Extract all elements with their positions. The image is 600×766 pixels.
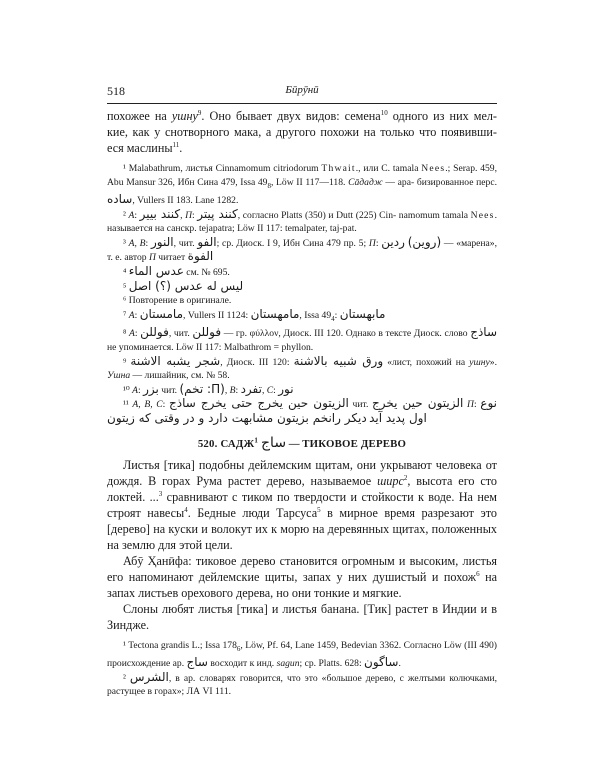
arabic-word: عدس الماء: [128, 264, 184, 279]
text-run: A, B, C: [132, 399, 163, 411]
text-run: на запах листьев орехового дерева, но они тонкие и мягкие.: [107, 569, 498, 600]
text-run: ¹⁰: [123, 384, 133, 396]
arabic-word: فوللن: [140, 325, 169, 340]
entry-name: САДЖ: [220, 437, 255, 450]
text-run: — «марена», т. е. автор: [107, 237, 497, 264]
footnote-ref: 6: [476, 569, 480, 578]
main-paragraph-1: [107, 457, 497, 553]
text-run: ., или C. tamala: [355, 163, 422, 174]
text-run: :: [192, 209, 198, 221]
text-run: восходит к инд.: [208, 658, 277, 669]
text-run: ,: [224, 384, 230, 396]
arabic-word: نوع ديكر رانخم بزيتون مشابهت دارد و در وقتى كه زيتون: [107, 396, 497, 425]
text-run: :: [375, 237, 382, 249]
text-run: — лишайник, см. № 58.: [130, 370, 230, 382]
text-run: ¹¹: [123, 399, 133, 411]
text-run: namomum tamala: [398, 209, 471, 221]
text-run: A, B: [128, 237, 146, 249]
page-number: 518: [107, 84, 125, 98]
text-run: C: [266, 384, 274, 396]
footnote-8: [107, 326, 497, 354]
arabic-word: مامهستان: [250, 306, 300, 321]
entry-name-arabic: ساج: [261, 434, 287, 451]
text-run: , высота его сто локтей. ...: [107, 473, 497, 504]
text-run: :: [273, 384, 279, 396]
text-run: Листья [тика] подобны дейлемским щитам, они укрывают человека от дождя. В горах Рума растет дерево, называемое: [107, 457, 497, 488]
arabic-word: ورق شبيه بالاشنة: [293, 353, 384, 368]
page-body: [107, 108, 497, 699]
text-run: A: [132, 384, 138, 396]
entry-heading: [107, 435, 497, 451]
text-run: , чит.: [173, 237, 198, 249]
text-run: . Бедные люди Тарсуса: [187, 505, 318, 520]
text-run: :: [334, 309, 340, 321]
text-run: Сāдадж: [348, 176, 383, 188]
footnote-520-2: [107, 671, 497, 699]
text-run: ,: [261, 384, 267, 396]
text-run: П: [148, 252, 156, 264]
text-run: ⁵: [123, 281, 129, 293]
text-run: сравнивают с тиком по твердости и стойкости к воде. На нем строят навесы: [107, 489, 497, 520]
arabic-word: الزيتون حين يخرج حتى يخرج ساذج: [168, 396, 349, 411]
footnote-ref: 11: [172, 140, 180, 149]
main-paragraph-2: [107, 553, 497, 601]
arabic-word: كنند پيتر: [197, 206, 238, 221]
text-run: одного из них мел-: [387, 109, 497, 123]
text-run: .; Serap. 459, Abu Mansur 326, Ибн Сина 479, Issa 49: [107, 163, 497, 188]
text-run: чит.: [158, 384, 180, 396]
text-run: Thwait: [321, 163, 356, 174]
text-run: . называется на санскр. tejapatra; Löw II 117: temalpater,: [107, 209, 497, 235]
subscript: 8: [267, 181, 271, 190]
text-run: П: [185, 209, 193, 221]
text-run: похожее на: [107, 109, 172, 123]
text-run: , согласно Platts (350) и Dutt (225) Cin-: [237, 209, 397, 221]
text-run: .: [179, 141, 183, 155]
text-run: П: [467, 399, 474, 411]
footnotes-prev-entry: [107, 162, 497, 427]
text-run: :: [473, 399, 481, 411]
arabic-word: ساده: [107, 192, 133, 207]
footnote-2: [107, 208, 497, 236]
text-run: , в ар. словарях говорится, что это «большое дерево, с желтыми: [168, 672, 446, 684]
text-run: :: [145, 237, 151, 249]
footnote-7: [107, 308, 497, 327]
arabic-word: الفوة: [187, 249, 214, 264]
text-run: П: [368, 237, 376, 249]
text-run: A: [128, 209, 135, 221]
text-run: Диоск. слово: [413, 328, 471, 340]
text-run: B: [229, 384, 236, 396]
text-run: , Löw II 117—118.: [270, 176, 349, 188]
text-run: Löw (III 490) происхождение ар.: [107, 639, 497, 669]
footnote-ref: 1: [254, 435, 259, 444]
text-run: , Löw, Pf. 64, Lane 1459, Bedevian 3362. Согласно: [240, 639, 442, 651]
text-run: ⁴: [123, 267, 129, 279]
arabic-word: النور: [150, 234, 174, 249]
footnote-ref: 4: [184, 505, 188, 514]
text-run: A: [128, 328, 135, 340]
text-run: чит.: [348, 399, 372, 411]
text-run: Nees: [470, 209, 495, 221]
entry-title: — ТИКОВОЕ ДЕРЕВО: [288, 437, 407, 450]
text-run: см. № 695.: [183, 267, 230, 279]
footnote-3: [107, 236, 497, 265]
arabic-word: شجر يشبه الاشنة: [130, 353, 221, 368]
text-run: Ушна: [107, 370, 131, 382]
footnote-ref: 3: [158, 489, 163, 498]
entry-number: 520.: [197, 437, 218, 450]
text-run: Абӯ Ҳанӣфа: тиковое дерево становится огромным и высоким, листья его напоминают дейлемские щиты, запах у них душистый и похож: [107, 553, 497, 584]
text-run: — гр. φύλλον, Диоск. III 120. Однако в тексте: [221, 328, 412, 340]
arabic-word: مابهستان: [339, 306, 386, 321]
text-run: :: [134, 309, 140, 321]
main-paragraph-3: Слоны любят листья [тика] и листья банана. [Тик] растет в Индии и в Зиндже.: [107, 601, 497, 632]
footnote-520-1: [107, 639, 497, 671]
text-run: ²: [123, 672, 130, 684]
text-run: , чит.: [168, 328, 193, 340]
text-run: в мирное время разрезают это [дерево] на куски и волокут их к морю на деревянных щитах, положенных на землю для этой цели.: [107, 505, 497, 552]
text-run: ³: [123, 237, 129, 249]
text-run: ²: [123, 209, 129, 221]
footnote-ref: 2: [403, 473, 408, 482]
text-run: ».: [489, 356, 497, 368]
arabic-word: الفو: [197, 234, 217, 249]
text-run: ¹ Malabathrum, листья Cinnamomum citriodorum: [123, 163, 322, 174]
subscript: 6: [236, 644, 241, 653]
arabic-word: ساذج: [470, 325, 498, 340]
footnote-ref: 9: [197, 108, 202, 117]
text-run: :: [134, 209, 140, 221]
text-run: . Оно бывает двух видов: семена: [201, 109, 381, 123]
arabic-word: ليس له عدس (؟) اصل: [128, 278, 244, 293]
footnote-6: ⁶ Повторение в оригинале.: [123, 295, 232, 307]
arabic-word: فوللن: [192, 325, 222, 340]
arabic-word: (П: تخم): [179, 381, 225, 396]
footnote-ref: 5: [317, 505, 321, 514]
arabic-word: (روين): [407, 234, 442, 249]
text-run: A: [128, 309, 135, 321]
text-run: ; ср. Platts. 628:: [299, 658, 365, 669]
arabic-word: ساج: [186, 655, 208, 669]
running-header: [107, 84, 497, 100]
text-run: ширс: [377, 473, 404, 488]
text-run: , Vullers II 183. Lane 1282.: [132, 195, 239, 207]
text-run: не упоминается. Löw II 117: Malbathrom = phyllon.: [107, 341, 314, 353]
main-text-continuation: [107, 108, 497, 156]
text-run: :: [162, 399, 169, 411]
text-run: бизированное перс.: [416, 176, 497, 188]
text-run: .: [398, 658, 401, 669]
footnote-10: [107, 383, 497, 398]
text-run: колючками, растущее в горах»; ЛА VI 111.: [107, 672, 497, 698]
footnote-11: [107, 397, 497, 426]
text-run: кие, как у снотворного мака, а другого похожи на только что появивши-: [107, 125, 497, 139]
footnotes-entry-520: [107, 639, 497, 699]
text-run: ¹ Tectona grandis L.; Issa 178: [123, 639, 237, 651]
arabic-word: الشرس: [129, 669, 169, 684]
footnote-1: [107, 162, 497, 208]
text-run: , Vullers II 1124:: [183, 309, 251, 321]
text-run: , Issa 49: [299, 309, 332, 321]
text-run: , Диоск. III 120:: [220, 356, 294, 368]
text-run: на: [455, 356, 470, 368]
text-run: ушну: [171, 109, 198, 123]
header-rule: [107, 103, 497, 104]
text-run: :: [138, 384, 144, 396]
text-run: ,: [180, 209, 186, 221]
text-run: taj-pat.: [329, 223, 357, 235]
arabic-word: كنند بيير: [139, 206, 181, 221]
text-run: ⁹: [123, 356, 131, 368]
text-run: :: [235, 384, 241, 396]
text-run: ⁸: [123, 328, 129, 340]
text-run: sagun: [276, 658, 300, 669]
text-run: ; ср. Диоск. I 9, Ибн Сина 479 пр. 5;: [216, 237, 369, 249]
text-run: :: [134, 328, 141, 340]
footnote-4: [107, 265, 497, 280]
text-run: читает: [155, 252, 188, 264]
text-run: Nees: [421, 163, 446, 174]
arabic-word: تفرد: [240, 381, 262, 396]
arabic-word: ساگون: [364, 655, 399, 669]
footnote-ref: 10: [380, 108, 388, 117]
arabic-word: الزيتون حين يخرج: [372, 396, 464, 411]
running-title: Бӣрӯнӣ: [285, 84, 319, 96]
text-run: ⁷: [123, 309, 129, 321]
text-run: — ара-: [382, 176, 415, 188]
arabic-word: بزر: [143, 381, 159, 396]
arabic-word: مامستان: [139, 306, 184, 321]
arabic-word: نور: [278, 381, 294, 396]
text-run: «лист, похожий: [383, 356, 452, 368]
arabic-word: اول پديد آيد: [369, 410, 427, 425]
subscript: 4: [331, 314, 335, 323]
arabic-word: ردين: [381, 234, 405, 249]
footnote-9: [107, 355, 497, 383]
text-run: ушну: [469, 356, 490, 368]
text-run: еся маслины: [107, 141, 173, 155]
footnote-5: [107, 280, 497, 295]
